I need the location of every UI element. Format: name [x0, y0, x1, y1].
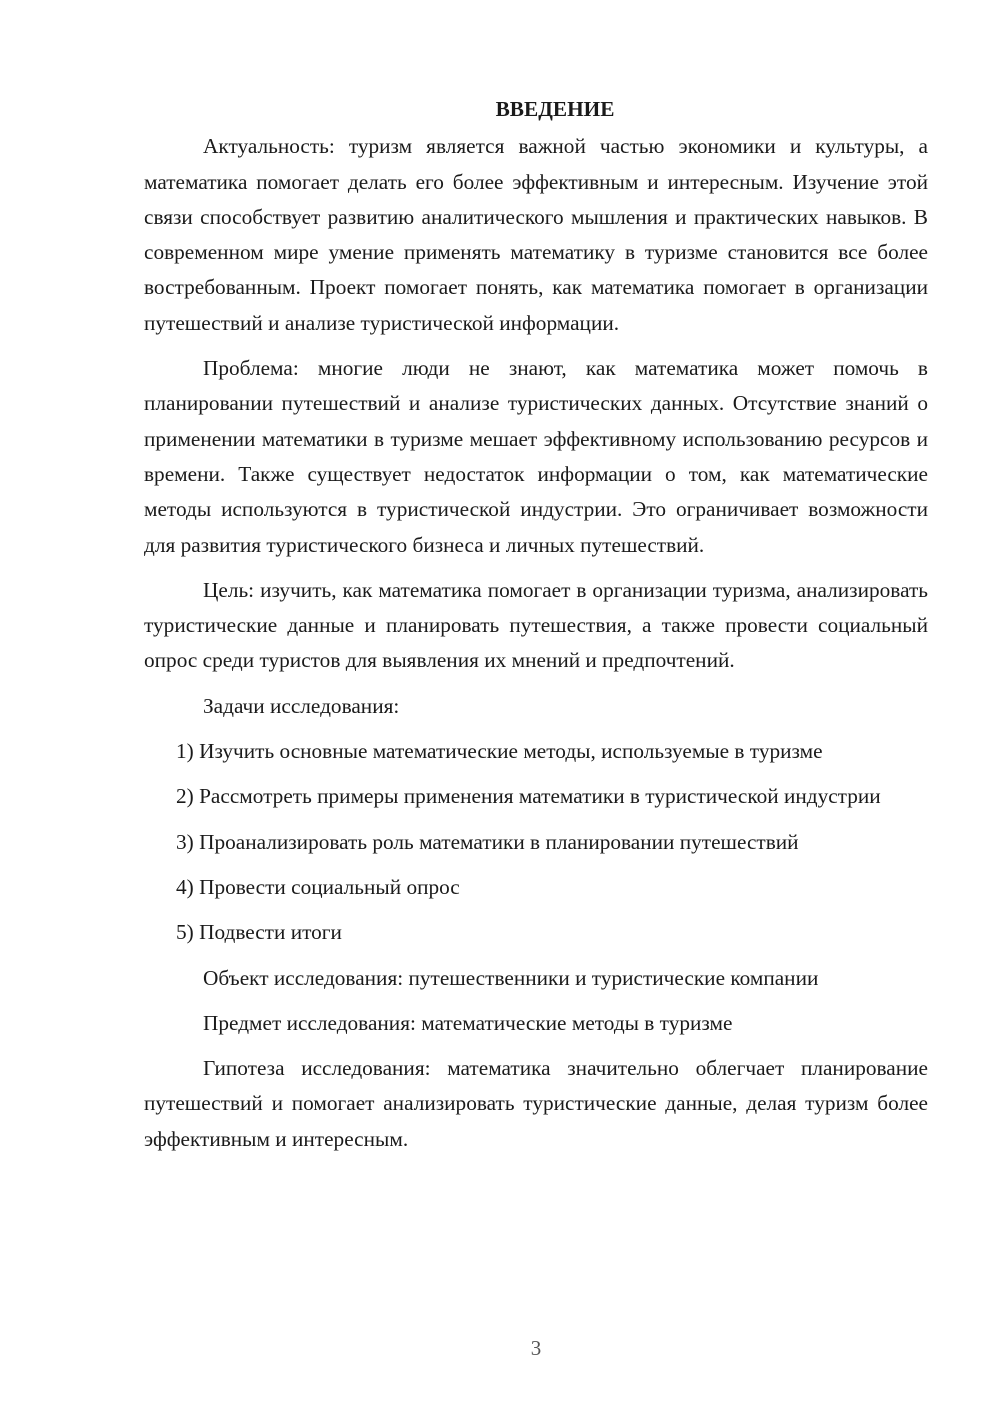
- tasks-list: [144, 734, 928, 950]
- research-subject: Предмет исследования: математические методы в туризме: [203, 1010, 733, 1035]
- research-hypothesis: Гипотеза исследования: математика значительно облегчает планирование путешествий и помогает анализировать туристические данные, делая туризм более эффективным и интересным.: [144, 1056, 928, 1151]
- research-object: Объект исследования: путешественники и туристические компании: [203, 965, 819, 990]
- list-item: 4) Провести социальный опрос: [176, 874, 460, 899]
- list-item: 3) Проанализировать роль математики в планировании путешествий: [176, 829, 799, 854]
- list-item: 1) Изучить основные математические методы, используемые в туризме: [176, 739, 823, 764]
- list-item: 5) Подвести итоги: [176, 920, 342, 945]
- paragraph-problem: Проблема: многие люди не знают, как математика может помочь в планировании путешествий и анализе туристических данных. Отсутствие знаний о применении математики в туризме мешает эффективному использованию ресурсов и времени. Также существует недостаток информации о том, как математические методы используются в туристической индустрии. Это ограничивает возможности для развития туристического бизнеса и личных путешествий.: [144, 356, 928, 557]
- page-content: [144, 92, 928, 1167]
- page-number: 3: [530, 1336, 542, 1360]
- section-title: ВВЕДЕНИЕ: [495, 97, 615, 121]
- list-item: 2) Рассмотреть примеры применения математики в туристической индустрии: [176, 784, 881, 809]
- tasks-heading: Задачи исследования:: [203, 693, 400, 718]
- paragraph-relevance: Актуальность: туризм является важной частью экономики и культуры, а математика помогает делать его более эффективным и интересным. Изучение этой связи способствует развитию аналитического мышления и практических навыков. В современном мире умение применять математику в туризме становится все более востребованным. Проект помогает понять, как математика помогает в организации путешествий и анализе туристической информации.: [144, 134, 928, 335]
- paragraph-goal: Цель: изучить, как математика помогает в организации туризма, анализировать туристические данные и планировать путешествия, а также провести социальный опрос среди туристов для выявления их мнений и предпочтений.: [144, 577, 928, 673]
